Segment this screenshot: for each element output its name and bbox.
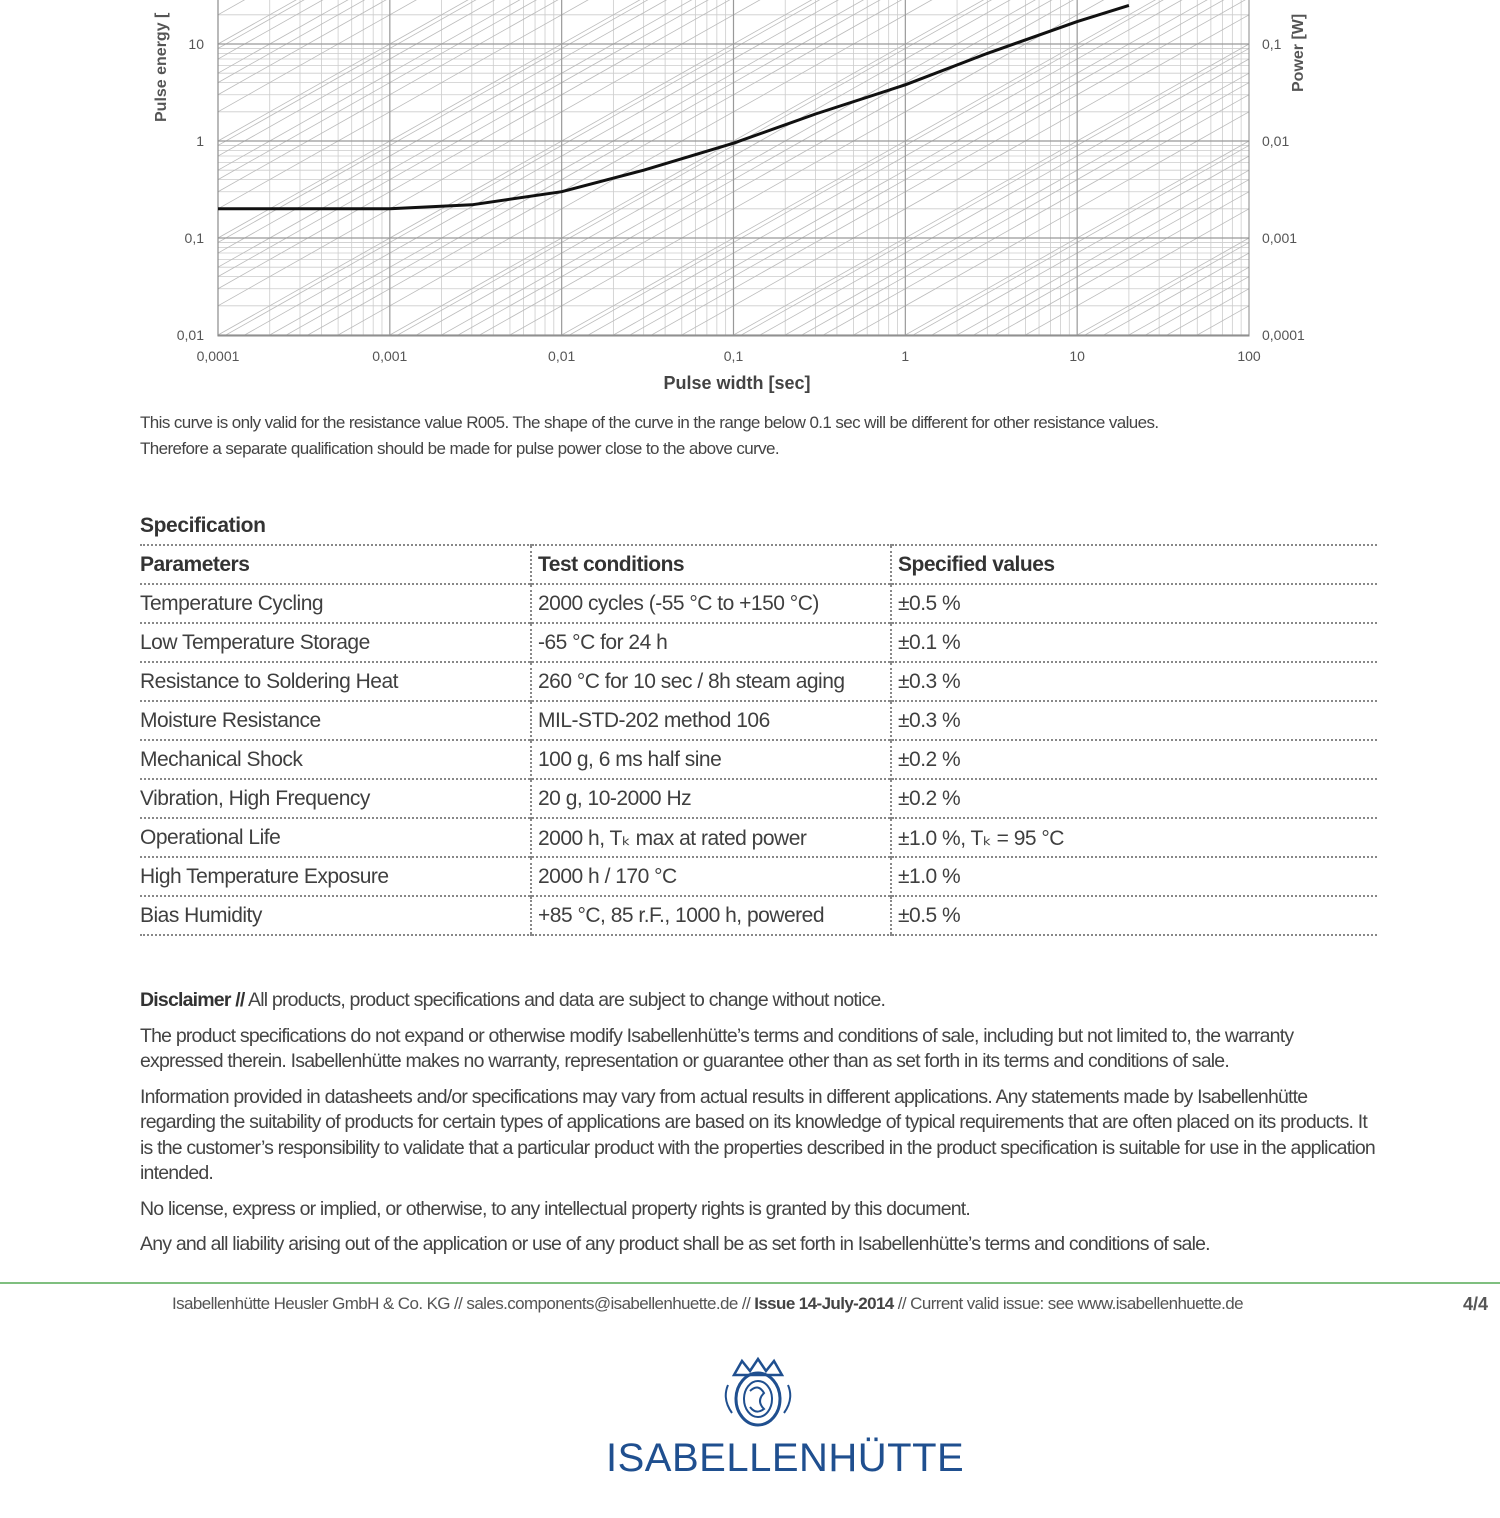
y-tick-label-right: 0,1 [1262, 36, 1282, 52]
header-specified-values: Specified values [891, 545, 1377, 584]
y-tick-label-left: 1 [196, 133, 204, 149]
test-condition-cell: 2000 cycles (-55 °C to +150 °C) [531, 584, 891, 623]
x-tick-label: 0,0001 [196, 348, 240, 364]
pulse-chart [0, 0, 1500, 400]
table-header-row [140, 545, 1377, 584]
test-condition-cell: -65 °C for 24 h [531, 623, 891, 662]
page-number: 4/4 [1462, 1294, 1488, 1314]
table-row [140, 779, 1377, 818]
test-condition-cell: 20 g, 10-2000 Hz [531, 779, 891, 818]
y-tick-label-left: 0,01 [176, 327, 204, 343]
specified-value-cell: ±0.1 % [891, 623, 1377, 662]
parameter-cell: Operational Life [140, 818, 531, 857]
header-test-conditions: Test conditions [531, 545, 891, 584]
disclaimer-paragraph-3: No license, express or implied, or otherwise, to any intellectual property rights is granted by this document. [140, 1197, 971, 1220]
parameter-cell: Vibration, High Frequency [140, 779, 531, 818]
table-row [140, 662, 1377, 701]
table-row [140, 623, 1377, 662]
table-row [140, 818, 1377, 857]
specified-value-cell: ±0.5 % [891, 584, 1377, 623]
x-tick-label: 0,1 [723, 348, 744, 364]
x-tick-label: 100 [1237, 348, 1261, 364]
chart-caption-line-1: This curve is only valid for the resistance value R005. The shape of the curve in the range below 0.1 sec will be different for other resistance values. [140, 413, 1159, 432]
y-tick-label-left: 0,1 [184, 230, 204, 246]
logo-wordmark: ISABELLENHÜTTE [606, 1436, 965, 1480]
disclaimer-paragraph-1: The product specifications do not expand or otherwise modify Isabellenhütte’s terms and conditions of sale, including but not limited to, the warranty expressed therein. Isabellenhütte makes no warranty, representation or guarantee other than as set forth in its terms and conditions of sale. [140, 1024, 1294, 1072]
parameter-cell: High Temperature Exposure [140, 857, 531, 896]
chart-caption [140, 410, 1380, 462]
x-tick-label: 10 [1069, 348, 1085, 364]
specification-table [140, 544, 1377, 936]
disclaimer-paragraph-2: Information provided in datasheets and/or specifications may vary from actual results in different applications. Any statements made by Isabellenhütte regarding the suitability of products for certain types of applications are based on its knowledge of typical requirements that are often placed on its products. It is the customer’s responsibility to validate that a particular product with the properties described in the product specification is suitable for use in the application intended. [140, 1085, 1375, 1184]
header-parameters: Parameters [140, 545, 531, 584]
specified-value-cell: ±0.2 % [891, 779, 1377, 818]
test-condition-cell: MIL-STD-202 method 106 [531, 701, 891, 740]
parameter-cell: Resistance to Soldering Heat [140, 662, 531, 701]
table-row [140, 857, 1377, 896]
table-row [140, 740, 1377, 779]
y-axis-label-left: Pulse energy [ [153, 12, 170, 122]
y-tick-label-right: 0,01 [1262, 133, 1290, 149]
chart-caption-line-2: Therefore a separate qualification should be made for pulse power close to the above curve. [140, 439, 780, 458]
footer-issue: Issue 14-July-2014 [754, 1294, 894, 1313]
specified-value-cell: ±0.2 % [891, 740, 1377, 779]
disclaimer-label: Disclaimer // [140, 989, 245, 1011]
chart-tick-labels [177, 36, 1305, 364]
x-tick-label: 0,01 [548, 348, 576, 364]
y-tick-label-right: 0,0001 [1262, 327, 1305, 343]
parameter-cell: Low Temperature Storage [140, 623, 531, 662]
parameter-cell: Bias Humidity [140, 896, 531, 935]
parameter-cell: Moisture Resistance [140, 701, 531, 740]
test-condition-cell: 2000 h / 170 °C [531, 857, 891, 896]
crest-icon [720, 1355, 796, 1431]
parameter-cell: Mechanical Shock [140, 740, 531, 779]
specified-value-cell: ±0.3 % [891, 701, 1377, 740]
specified-value-cell: ±1.0 %, Tₖ = 95 °C [891, 818, 1377, 857]
x-tick-label: 1 [901, 348, 910, 364]
footer-text [172, 1294, 1243, 1314]
chart-grid-major [218, 0, 1249, 336]
parameter-cell: Temperature Cycling [140, 584, 531, 623]
y-tick-label-right: 0,001 [1262, 230, 1298, 246]
table-row [140, 896, 1377, 935]
test-condition-cell: 100 g, 6 ms half sine [531, 740, 891, 779]
table-body [140, 584, 1377, 935]
table-row [140, 701, 1377, 740]
test-condition-cell: 2000 h, Tₖ max at rated power [531, 818, 891, 857]
disclaimer [140, 988, 1380, 1268]
x-tick-label: 0,001 [372, 348, 408, 364]
test-condition-cell: +85 °C, 85 r.F., 1000 h, powered [531, 896, 891, 935]
disclaimer-lead [140, 988, 1380, 1014]
specified-value-cell: ±0.5 % [891, 896, 1377, 935]
footer-company: Isabellenhütte Heusler GmbH & Co. KG // sales.components@isabellenhuette.de // [172, 1294, 755, 1313]
y-tick-label-left: 10 [188, 36, 204, 52]
specified-value-cell: ±1.0 % [891, 857, 1377, 896]
footer-divider [0, 1282, 1500, 1284]
disclaimer-lead-text: All products, product specifications and data are subject to change without notice. [244, 989, 886, 1011]
specification-title: Specification [140, 514, 266, 537]
table-row [140, 584, 1377, 623]
test-condition-cell: 260 °C for 10 sec / 8h steam aging [531, 662, 891, 701]
specified-value-cell: ±0.3 % [891, 662, 1377, 701]
x-axis-label: Pulse width [sec] [663, 373, 811, 393]
disclaimer-paragraph-4: Any and all liability arising out of the application or use of any product shall be as set forth in Isabellenhütte’s terms and conditions of sale. [140, 1233, 1210, 1255]
footer-current-issue: // Current valid issue: see www.isabellenhuette.de [893, 1294, 1243, 1313]
y-axis-label-right: Power [W] [1290, 13, 1307, 92]
